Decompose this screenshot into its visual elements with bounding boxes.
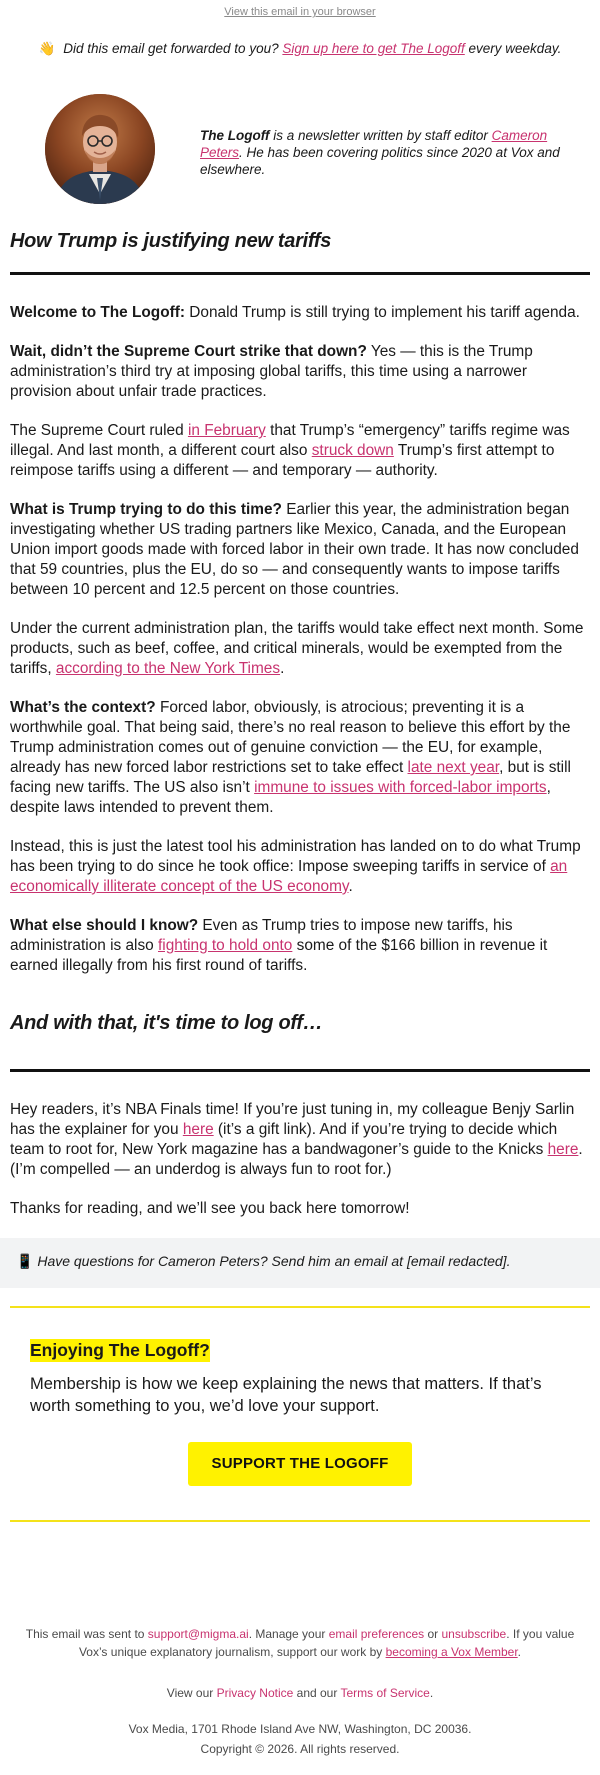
phone-icon: 📱 bbox=[16, 1253, 34, 1269]
member-period: . bbox=[517, 1645, 522, 1659]
context-text-b: , but is still facing new tariffs. The US also isn’t bbox=[10, 759, 571, 796]
questions-banner bbox=[0, 1238, 600, 1288]
context-text-c: , despite laws intended to prevent them. bbox=[10, 779, 551, 816]
promo-bottom-divider bbox=[10, 1520, 590, 1522]
view-in-browser-bar bbox=[0, 0, 600, 30]
sent-email-link[interactable]: support@migma.ai bbox=[147, 1627, 249, 1641]
questions-text: Have questions for Cameron Peters? Send him an email at [email redacted]. bbox=[37, 1253, 511, 1269]
illiterate-concept-link[interactable]: an economically illiterate concept of the US economy bbox=[10, 858, 568, 895]
logoff-headline: And with that, it's time to log off… bbox=[10, 1012, 323, 1034]
view-our-text: View our bbox=[166, 1686, 214, 1700]
instead-text-a: Instead, this is just the latest tool his administration has landed on to do what Trump has been trying to do since he took office: Impose sweeping tariffs in service of bbox=[10, 838, 581, 875]
footer-legal bbox=[0, 1684, 600, 1702]
terms-period: . bbox=[429, 1686, 434, 1700]
paragraph-thanks: Thanks for reading, and we’ll see you back here tomorrow! bbox=[10, 1200, 410, 1217]
else-bold: What else should I know? bbox=[10, 917, 199, 934]
paragraph-this-time bbox=[10, 500, 590, 600]
supreme-court-text: Yes — this is the Trump administration’s third try at imposing global tariffs, this time using a narrower provision about unfair trade practices. bbox=[10, 343, 533, 400]
paragraph-plan bbox=[10, 619, 590, 679]
ruling-text-b: that Trump’s “emergency” tariffs regime was illegal. And last month, a different court also bbox=[10, 422, 570, 459]
paragraph-supreme-court bbox=[10, 342, 590, 402]
knicks-here-link[interactable]: here bbox=[547, 1141, 579, 1158]
bio-text: is a newsletter written by staff editor bbox=[273, 128, 488, 143]
paragraph-instead bbox=[10, 837, 590, 897]
forwarded-banner bbox=[0, 30, 600, 64]
this-time-text: Earlier this year, the administration began investigating whether US trading partners like Mexico, Canada, and the European Union import goods made with forced labor in their own trade. It has now concluded that 59 countries, plus the EU, do so — and consequently wants to impose tariffs between 10 percent and 12.5 percent on those countries. bbox=[10, 501, 579, 598]
view-in-browser-link[interactable]: View this email in your browser bbox=[224, 6, 376, 18]
nba-text-b: (it’s a gift link). And if you’re trying to decide which team to root for, New York magazine has a bandwagoner’s guide to the Knicks bbox=[10, 1121, 558, 1158]
context-text-a: Forced labor, obviously, is atrocious; preventing it is a worthwhile goal. That being said, there’s no real reason to believe this effort by the Trump administration comes out of genuine conviction — the EU, for example, already has new forced labor restrictions set to take effect bbox=[10, 699, 571, 776]
in-february-link[interactable]: in February bbox=[187, 422, 266, 439]
waving-hand-icon: 👋 bbox=[38, 41, 56, 56]
privacy-notice-link[interactable]: Privacy Notice bbox=[216, 1686, 294, 1700]
this-time-bold: What is Trump trying to do this time? bbox=[10, 501, 282, 518]
else-text-a: Even as Trump tries to impose new tariffs, his administration is also bbox=[10, 917, 513, 954]
footer-address: Vox Media, 1701 Rhode Island Ave NW, Washington, DC 20036. bbox=[128, 1722, 472, 1736]
promo-text: Membership is how we keep explaining the news that matters. If that’s worth something to you, we’d love your support. bbox=[30, 1375, 542, 1415]
logoff-body bbox=[10, 1100, 590, 1238]
article-headline: How Trump is justifying new tariffs bbox=[10, 230, 332, 252]
nba-text-a: Hey readers, it’s NBA Finals time! If you’re just tuning in, my colleague Benjy Sarlin has the explainer for you bbox=[10, 1101, 575, 1138]
forward-prefix: Did this email get forwarded to you? bbox=[63, 41, 279, 56]
article-body bbox=[10, 303, 590, 995]
headline-divider bbox=[10, 272, 590, 275]
forward-suffix: every weekday. bbox=[468, 41, 562, 56]
ruling-text-c: Trump’s first attempt to reimpose tariffs using a different — and temporary — authority. bbox=[10, 442, 555, 479]
paragraph-welcome bbox=[10, 303, 590, 323]
vox-member-link[interactable]: becoming a Vox Member bbox=[385, 1645, 518, 1659]
forced-labor-imports-link[interactable]: immune to issues with forced-labor imports bbox=[254, 779, 547, 796]
author-block bbox=[0, 64, 600, 200]
nyt-link[interactable]: according to the New York Times bbox=[55, 660, 281, 677]
supreme-court-bold: Wait, didn’t the Supreme Court strike that down? bbox=[10, 343, 367, 360]
support-the-logoff-button[interactable]: SUPPORT THE LOGOFF bbox=[188, 1442, 412, 1486]
instead-text-b: . bbox=[348, 878, 353, 895]
terms-of-service-link[interactable]: Terms of Service bbox=[340, 1686, 430, 1700]
else-text-b: some of the $166 billion in revenue it earned illegally from his first round of tariffs. bbox=[10, 937, 548, 974]
value-text: . If you value Vox’s unique explanatory journalism, support our work by bbox=[78, 1627, 575, 1659]
signup-link[interactable]: Sign up here to get The Logoff bbox=[282, 41, 465, 56]
struck-down-link[interactable]: struck down bbox=[311, 442, 394, 459]
bio-end: . He has been covering politics since 2020 at Vox and elsewhere. bbox=[200, 145, 560, 177]
unsubscribe-link[interactable]: unsubscribe bbox=[441, 1627, 507, 1641]
ruling-text-a: The Supreme Court ruled bbox=[10, 422, 184, 439]
explainer-here-link[interactable]: here bbox=[182, 1121, 214, 1138]
plan-text-a: Under the current administration plan, the tariffs would take effect next month. Some products, such as beef, coffee, and critical minerals, would be exempted from the tariffs, bbox=[10, 620, 584, 677]
and-our-text: and our bbox=[296, 1686, 338, 1700]
email-preferences-link[interactable]: email preferences bbox=[328, 1627, 425, 1641]
author-avatar bbox=[45, 94, 155, 204]
author-portrait-icon bbox=[45, 94, 155, 204]
paragraph-ruling bbox=[10, 421, 590, 481]
or-text: or bbox=[427, 1627, 439, 1641]
paragraph-else bbox=[10, 916, 590, 976]
promo-top-divider bbox=[10, 1306, 590, 1308]
plan-text-b: . bbox=[280, 660, 285, 677]
late-next-year-link[interactable]: late next year bbox=[407, 759, 500, 776]
newsletter-name: The Logoff bbox=[200, 128, 270, 143]
footer-sent-info bbox=[0, 1625, 600, 1661]
welcome-bold: Welcome to The Logoff: bbox=[10, 304, 185, 321]
author-link[interactable]: Cameron Peters bbox=[200, 128, 548, 160]
author-bio bbox=[200, 127, 570, 178]
hold-onto-link[interactable]: fighting to hold onto bbox=[158, 937, 293, 954]
context-bold: What’s the context? bbox=[10, 699, 156, 716]
manage-text: . Manage your bbox=[248, 1627, 326, 1641]
footer-copyright: Copyright © 2026. All rights reserved. bbox=[200, 1742, 400, 1756]
sent-prefix: This email was sent to bbox=[25, 1627, 145, 1641]
promo-title: Enjoying The Logoff? bbox=[30, 1340, 210, 1360]
paragraph-nba bbox=[10, 1100, 590, 1180]
paragraph-context bbox=[10, 698, 590, 818]
welcome-text: Donald Trump is still trying to implement his tariff agenda. bbox=[189, 304, 580, 321]
nba-text-c: . (I’m compelled — an underdog is always fun to root for.) bbox=[10, 1141, 583, 1178]
logoff-divider bbox=[10, 1069, 590, 1072]
